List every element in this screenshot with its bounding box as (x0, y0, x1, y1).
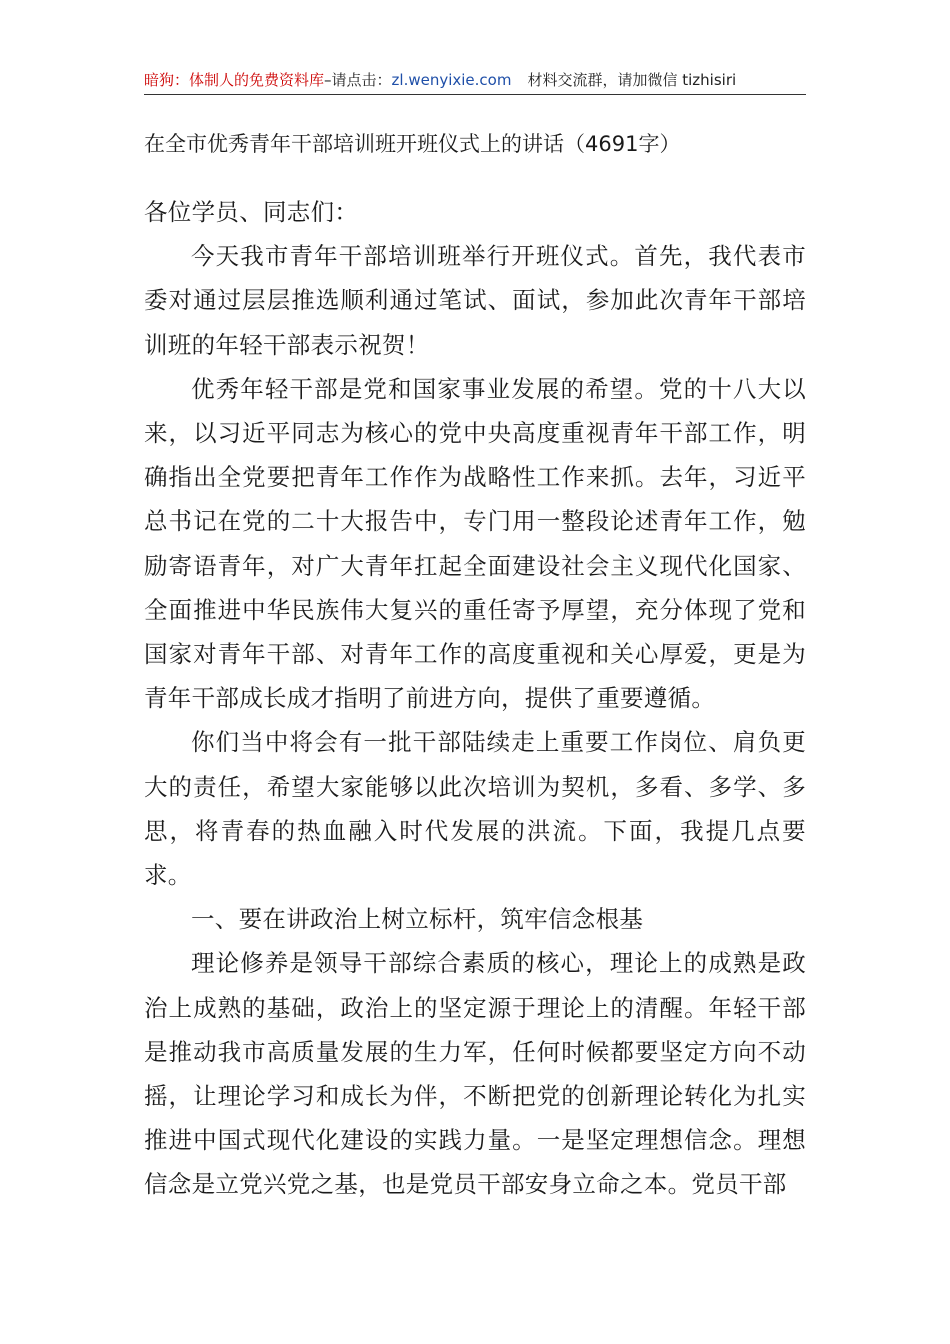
document-body (144, 190, 806, 1207)
header-link[interactable]: zl.wenyixie.com (391, 71, 512, 89)
document-title: 在全市优秀青年干部培训班开班仪式上的讲话（4691字） (144, 132, 681, 156)
header-contact: 材料交流群，请加微信 tizhisiri (527, 71, 737, 89)
section-heading-1: 一、要在讲政治上树立标杆，筑牢信念根基 (191, 905, 644, 934)
paragraph-background: 优秀年轻干部是党和国家事业发展的希望。党的十八大以来，以习近平同志为核心的党中央高度重视青年干部工作，明确指出全党要把青年工作作为战略性工作来抓。去年，习近平总书记在党的二十大报告中，专门用一整段论述青年工作，勉励寄语青年，对广大青年扛起全面建设社会主义现代化国家、全面推进中华民族伟大复兴的重任寄予厚望，充分体现了党和国家对青年干部、对青年工作的高度重视和关心厚爱，更是为青年干部成长成才指明了前进方向，提供了重要遵循。 (144, 374, 806, 713)
salutation: 各位学员、同志们： (144, 198, 359, 226)
paragraph-theory: 理论修养是领导干部综合素质的核心，理论上的成熟是政治上成熟的基础，政治上的坚定源于理论上的清醒。年轻干部是推动我市高质量发展的生力军，任何时候都要坚定方向不动摇，让理论学习和成长为伴，不断把党的创新理论转化为扎实推进中国式现代化建设的实践力量。一是坚定理想信念。理想信念是立党兴党之基，也是党员干部安身立命之本。党员干部 (144, 949, 806, 1199)
header-brand: 暗狗：体制人的免费资料库 (144, 71, 325, 89)
paragraph-opening: 今天我市青年干部培训班举行开班仪式。首先，我代表市委对通过层层推选顺利通过笔试、面试，参加此次青年干部培训班的年轻干部表示祝贺！ (144, 242, 806, 359)
paragraph-expectations: 你们当中将会有一批干部陆续走上重要工作岗位、肩负更大的责任，希望大家能够以此次培训为契机，多看、多学、多思，将青春的热血融入时代发展的洪流。下面，我提几点要求。 (144, 728, 806, 890)
header-click-prefix: –请点击： (324, 71, 392, 89)
page-header (144, 66, 806, 95)
